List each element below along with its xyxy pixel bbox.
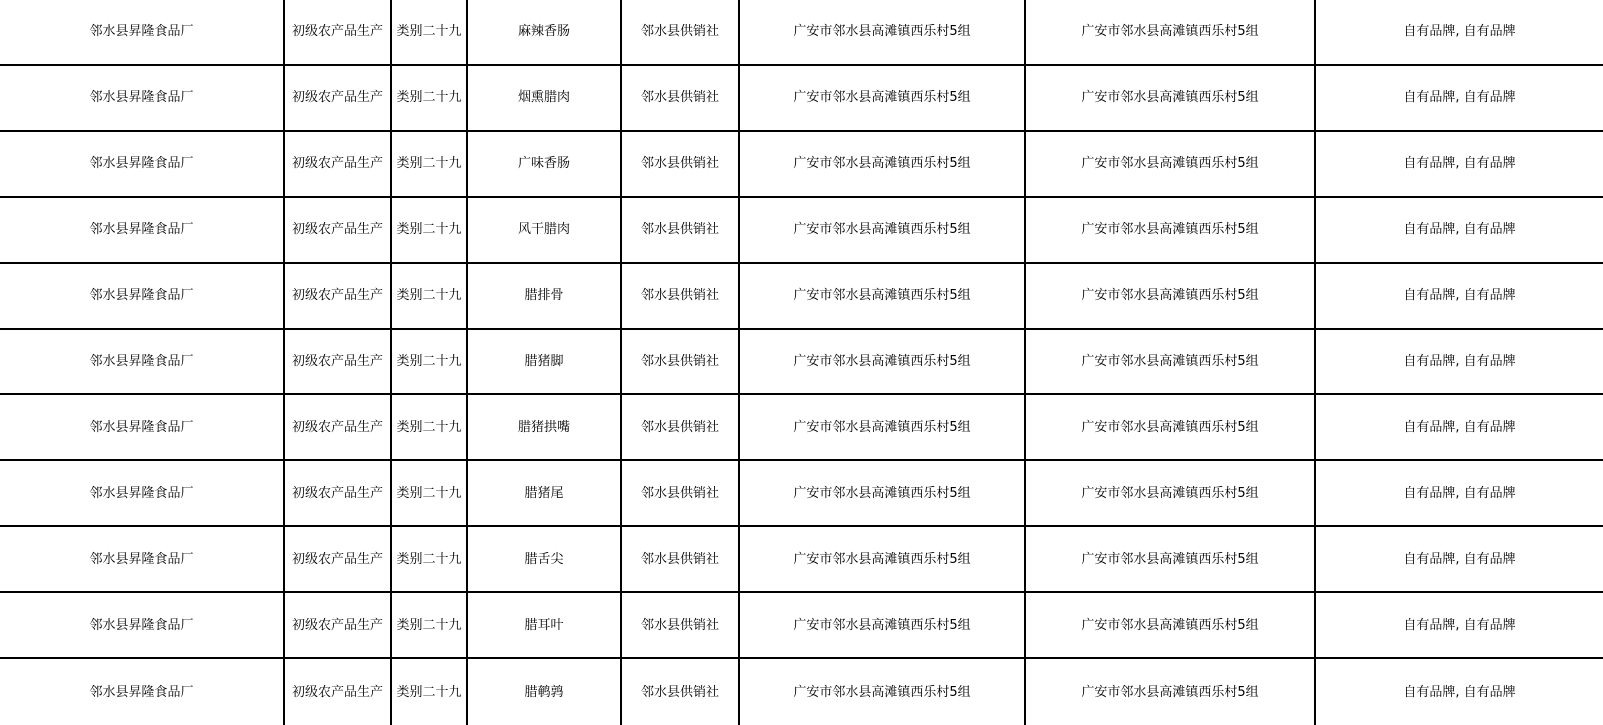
table-cell: 类别二十九 bbox=[392, 395, 468, 461]
table-cell: 初级农产品生产 bbox=[285, 0, 392, 66]
table-cell: 类别二十九 bbox=[392, 330, 468, 396]
table-cell: 类别二十九 bbox=[392, 461, 468, 527]
table-cell: 邻水县供销社 bbox=[622, 461, 740, 527]
table-cell: 广安市邻水县高滩镇西乐村5组 bbox=[740, 330, 1026, 396]
table-cell: 腊猪脚 bbox=[468, 330, 622, 396]
table-cell: 自有品牌, 自有品牌 bbox=[1316, 198, 1603, 264]
table-cell: 邻水县供销社 bbox=[622, 264, 740, 330]
table-cell: 邻水县昇隆食品厂 bbox=[0, 659, 285, 725]
table-cell: 邻水县昇隆食品厂 bbox=[0, 593, 285, 659]
table-cell: 烟熏腊肉 bbox=[468, 66, 622, 132]
table-cell: 邻水县供销社 bbox=[622, 198, 740, 264]
table-cell: 广安市邻水县高滩镇西乐村5组 bbox=[740, 132, 1026, 198]
table-cell: 邻水县昇隆食品厂 bbox=[0, 0, 285, 66]
table-cell: 腊耳叶 bbox=[468, 593, 622, 659]
table-cell: 邻水县昇隆食品厂 bbox=[0, 461, 285, 527]
table-cell: 腊猪拱嘴 bbox=[468, 395, 622, 461]
table-cell: 广安市邻水县高滩镇西乐村5组 bbox=[740, 659, 1026, 725]
table-cell: 广安市邻水县高滩镇西乐村5组 bbox=[1026, 461, 1316, 527]
table-cell: 类别二十九 bbox=[392, 66, 468, 132]
table-cell: 类别二十九 bbox=[392, 198, 468, 264]
table-cell: 自有品牌, 自有品牌 bbox=[1316, 461, 1603, 527]
table-cell: 邻水县供销社 bbox=[622, 527, 740, 593]
table-cell: 初级农产品生产 bbox=[285, 330, 392, 396]
table-cell: 自有品牌, 自有品牌 bbox=[1316, 527, 1603, 593]
table-cell: 类别二十九 bbox=[392, 527, 468, 593]
table-cell: 邻水县昇隆食品厂 bbox=[0, 330, 285, 396]
table-cell: 广安市邻水县高滩镇西乐村5组 bbox=[1026, 264, 1316, 330]
table-cell: 广安市邻水县高滩镇西乐村5组 bbox=[1026, 593, 1316, 659]
table-cell: 广安市邻水县高滩镇西乐村5组 bbox=[740, 395, 1026, 461]
table-cell: 腊舌尖 bbox=[468, 527, 622, 593]
table-cell: 广安市邻水县高滩镇西乐村5组 bbox=[1026, 527, 1316, 593]
table-cell: 广味香肠 bbox=[468, 132, 622, 198]
table-cell: 广安市邻水县高滩镇西乐村5组 bbox=[1026, 66, 1316, 132]
table-cell: 广安市邻水县高滩镇西乐村5组 bbox=[740, 0, 1026, 66]
table-cell: 广安市邻水县高滩镇西乐村5组 bbox=[1026, 132, 1316, 198]
table-cell: 邻水县昇隆食品厂 bbox=[0, 264, 285, 330]
table-cell: 广安市邻水县高滩镇西乐村5组 bbox=[1026, 395, 1316, 461]
table-cell: 类别二十九 bbox=[392, 593, 468, 659]
table-cell: 类别二十九 bbox=[392, 264, 468, 330]
table-cell: 风干腊肉 bbox=[468, 198, 622, 264]
table-cell: 初级农产品生产 bbox=[285, 132, 392, 198]
table-cell: 邻水县昇隆食品厂 bbox=[0, 66, 285, 132]
table-cell: 初级农产品生产 bbox=[285, 264, 392, 330]
table-cell: 自有品牌, 自有品牌 bbox=[1316, 395, 1603, 461]
table-cell: 自有品牌, 自有品牌 bbox=[1316, 330, 1603, 396]
table-cell: 邻水县供销社 bbox=[622, 330, 740, 396]
table-cell: 广安市邻水县高滩镇西乐村5组 bbox=[740, 527, 1026, 593]
table-cell: 初级农产品生产 bbox=[285, 659, 392, 725]
table-cell: 邻水县供销社 bbox=[622, 593, 740, 659]
table-cell: 邻水县供销社 bbox=[622, 0, 740, 66]
table-cell: 邻水县昇隆食品厂 bbox=[0, 132, 285, 198]
table-cell: 广安市邻水县高滩镇西乐村5组 bbox=[740, 461, 1026, 527]
table-cell: 初级农产品生产 bbox=[285, 66, 392, 132]
table-cell: 腊猪尾 bbox=[468, 461, 622, 527]
table-cell: 广安市邻水县高滩镇西乐村5组 bbox=[740, 66, 1026, 132]
table-cell: 广安市邻水县高滩镇西乐村5组 bbox=[1026, 198, 1316, 264]
table-cell: 邻水县昇隆食品厂 bbox=[0, 527, 285, 593]
table-cell: 麻辣香肠 bbox=[468, 0, 622, 66]
table-cell: 自有品牌, 自有品牌 bbox=[1316, 659, 1603, 725]
table-cell: 初级农产品生产 bbox=[285, 527, 392, 593]
table-cell: 广安市邻水县高滩镇西乐村5组 bbox=[1026, 659, 1316, 725]
table-cell: 邻水县供销社 bbox=[622, 132, 740, 198]
table-cell: 邻水县供销社 bbox=[622, 395, 740, 461]
table-cell: 初级农产品生产 bbox=[285, 198, 392, 264]
table-cell: 广安市邻水县高滩镇西乐村5组 bbox=[740, 264, 1026, 330]
table-cell: 初级农产品生产 bbox=[285, 461, 392, 527]
table-cell: 邻水县昇隆食品厂 bbox=[0, 395, 285, 461]
table-cell: 广安市邻水县高滩镇西乐村5组 bbox=[1026, 330, 1316, 396]
table-cell: 自有品牌, 自有品牌 bbox=[1316, 0, 1603, 66]
table-cell: 腊排骨 bbox=[468, 264, 622, 330]
table-cell: 广安市邻水县高滩镇西乐村5组 bbox=[740, 198, 1026, 264]
table-cell: 类别二十九 bbox=[392, 0, 468, 66]
table-cell: 自有品牌, 自有品牌 bbox=[1316, 66, 1603, 132]
table-cell: 初级农产品生产 bbox=[285, 593, 392, 659]
table-cell: 广安市邻水县高滩镇西乐村5组 bbox=[1026, 0, 1316, 66]
table-cell: 邻水县供销社 bbox=[622, 66, 740, 132]
table-cell: 自有品牌, 自有品牌 bbox=[1316, 132, 1603, 198]
table-cell: 初级农产品生产 bbox=[285, 395, 392, 461]
table-cell: 邻水县昇隆食品厂 bbox=[0, 198, 285, 264]
table-cell: 腊鹌鹑 bbox=[468, 659, 622, 725]
table-cell: 邻水县供销社 bbox=[622, 659, 740, 725]
table-cell: 自有品牌, 自有品牌 bbox=[1316, 593, 1603, 659]
table-cell: 自有品牌, 自有品牌 bbox=[1316, 264, 1603, 330]
table-cell: 类别二十九 bbox=[392, 659, 468, 725]
table-cell: 类别二十九 bbox=[392, 132, 468, 198]
table-cell: 广安市邻水县高滩镇西乐村5组 bbox=[740, 593, 1026, 659]
